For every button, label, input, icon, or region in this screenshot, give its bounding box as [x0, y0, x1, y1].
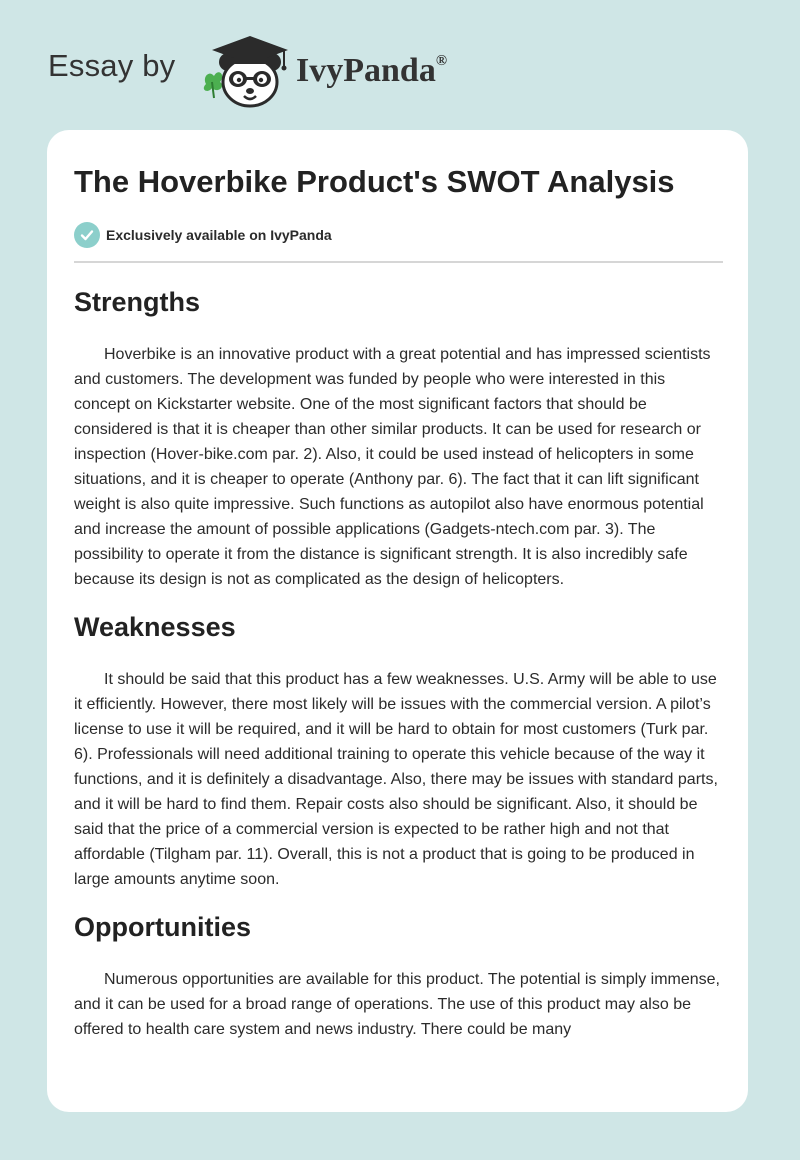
section-heading: Weaknesses: [74, 612, 236, 642]
section-paragraph: It should be said that this product has a few weaknesses. U.S. Army will be able to use it efficiently. However, there most likely will be issues with the commercial version. A pilot’s license to use it will be required, and it will be hard to obtain for most customers (Turk par. 6). Professionals will need additional training to operate this vehicle because of the way it functions, and it is definitely a disadvantage. Also, there may be issues with standard parts, and it will be hard to find them. Repair costs also should be significant. Also, it should be said that the price of a commercial version is expected to be rather high and not that affordable (Tilgham par. 11). Overall, this is not a product that is going to be produced in large amounts anytime soon.: [74, 671, 718, 888]
panda-logo-icon[interactable]: [200, 32, 292, 110]
check-circle-icon: [74, 222, 100, 248]
section-weaknesses: [74, 605, 724, 892]
brand-name-text: IvyPanda: [296, 52, 436, 89]
section-paragraph: Numerous opportunities are available for this product. The potential is simply immense, and it can be used for a broad range of operations. The use of this product may also be offered to health care system and news industry. There could be many: [74, 971, 720, 1038]
site-header: [48, 30, 608, 110]
essay-content: [74, 280, 724, 1042]
section-heading: Opportunities: [74, 912, 251, 942]
page-title: The Hoverbike Product's SWOT Analysis: [74, 164, 675, 199]
section-heading: Strengths: [74, 287, 201, 317]
brand-name[interactable]: [296, 52, 447, 90]
brand-prefix: Essay by: [48, 48, 176, 83]
essay-card: [47, 130, 748, 1112]
section-opportunities: [74, 905, 724, 1042]
badge-text: Exclusively available on IvyPanda: [106, 227, 332, 243]
section-paragraph: Hoverbike is an innovative product with a great potential and has impressed scientists and customers. The development was funded by people who were interested in this concept on Kickstarter website. One of the most significant factors that should be considered is that it is cheaper than other similar products. It can be used for research or inspection (Hover-bike.com par. 2). Also, it could be used instead of helicopters in some situations, and it is cheaper to operate (Anthony par. 6). The fact that it can lift significant weight is also quite impressive. Such functions as autopilot also have enormous potential and increase the amount of possible applications (Gadgets-ntech.com par. 3). The possibility to operate it from the distance is significant strength. It is also incredibly safe because its design is not as complicated as the design of helicopters.: [74, 346, 711, 588]
registered-mark: ®: [435, 52, 448, 69]
exclusive-badge: [74, 222, 332, 248]
section-strengths: [74, 280, 724, 592]
divider: [74, 261, 723, 263]
